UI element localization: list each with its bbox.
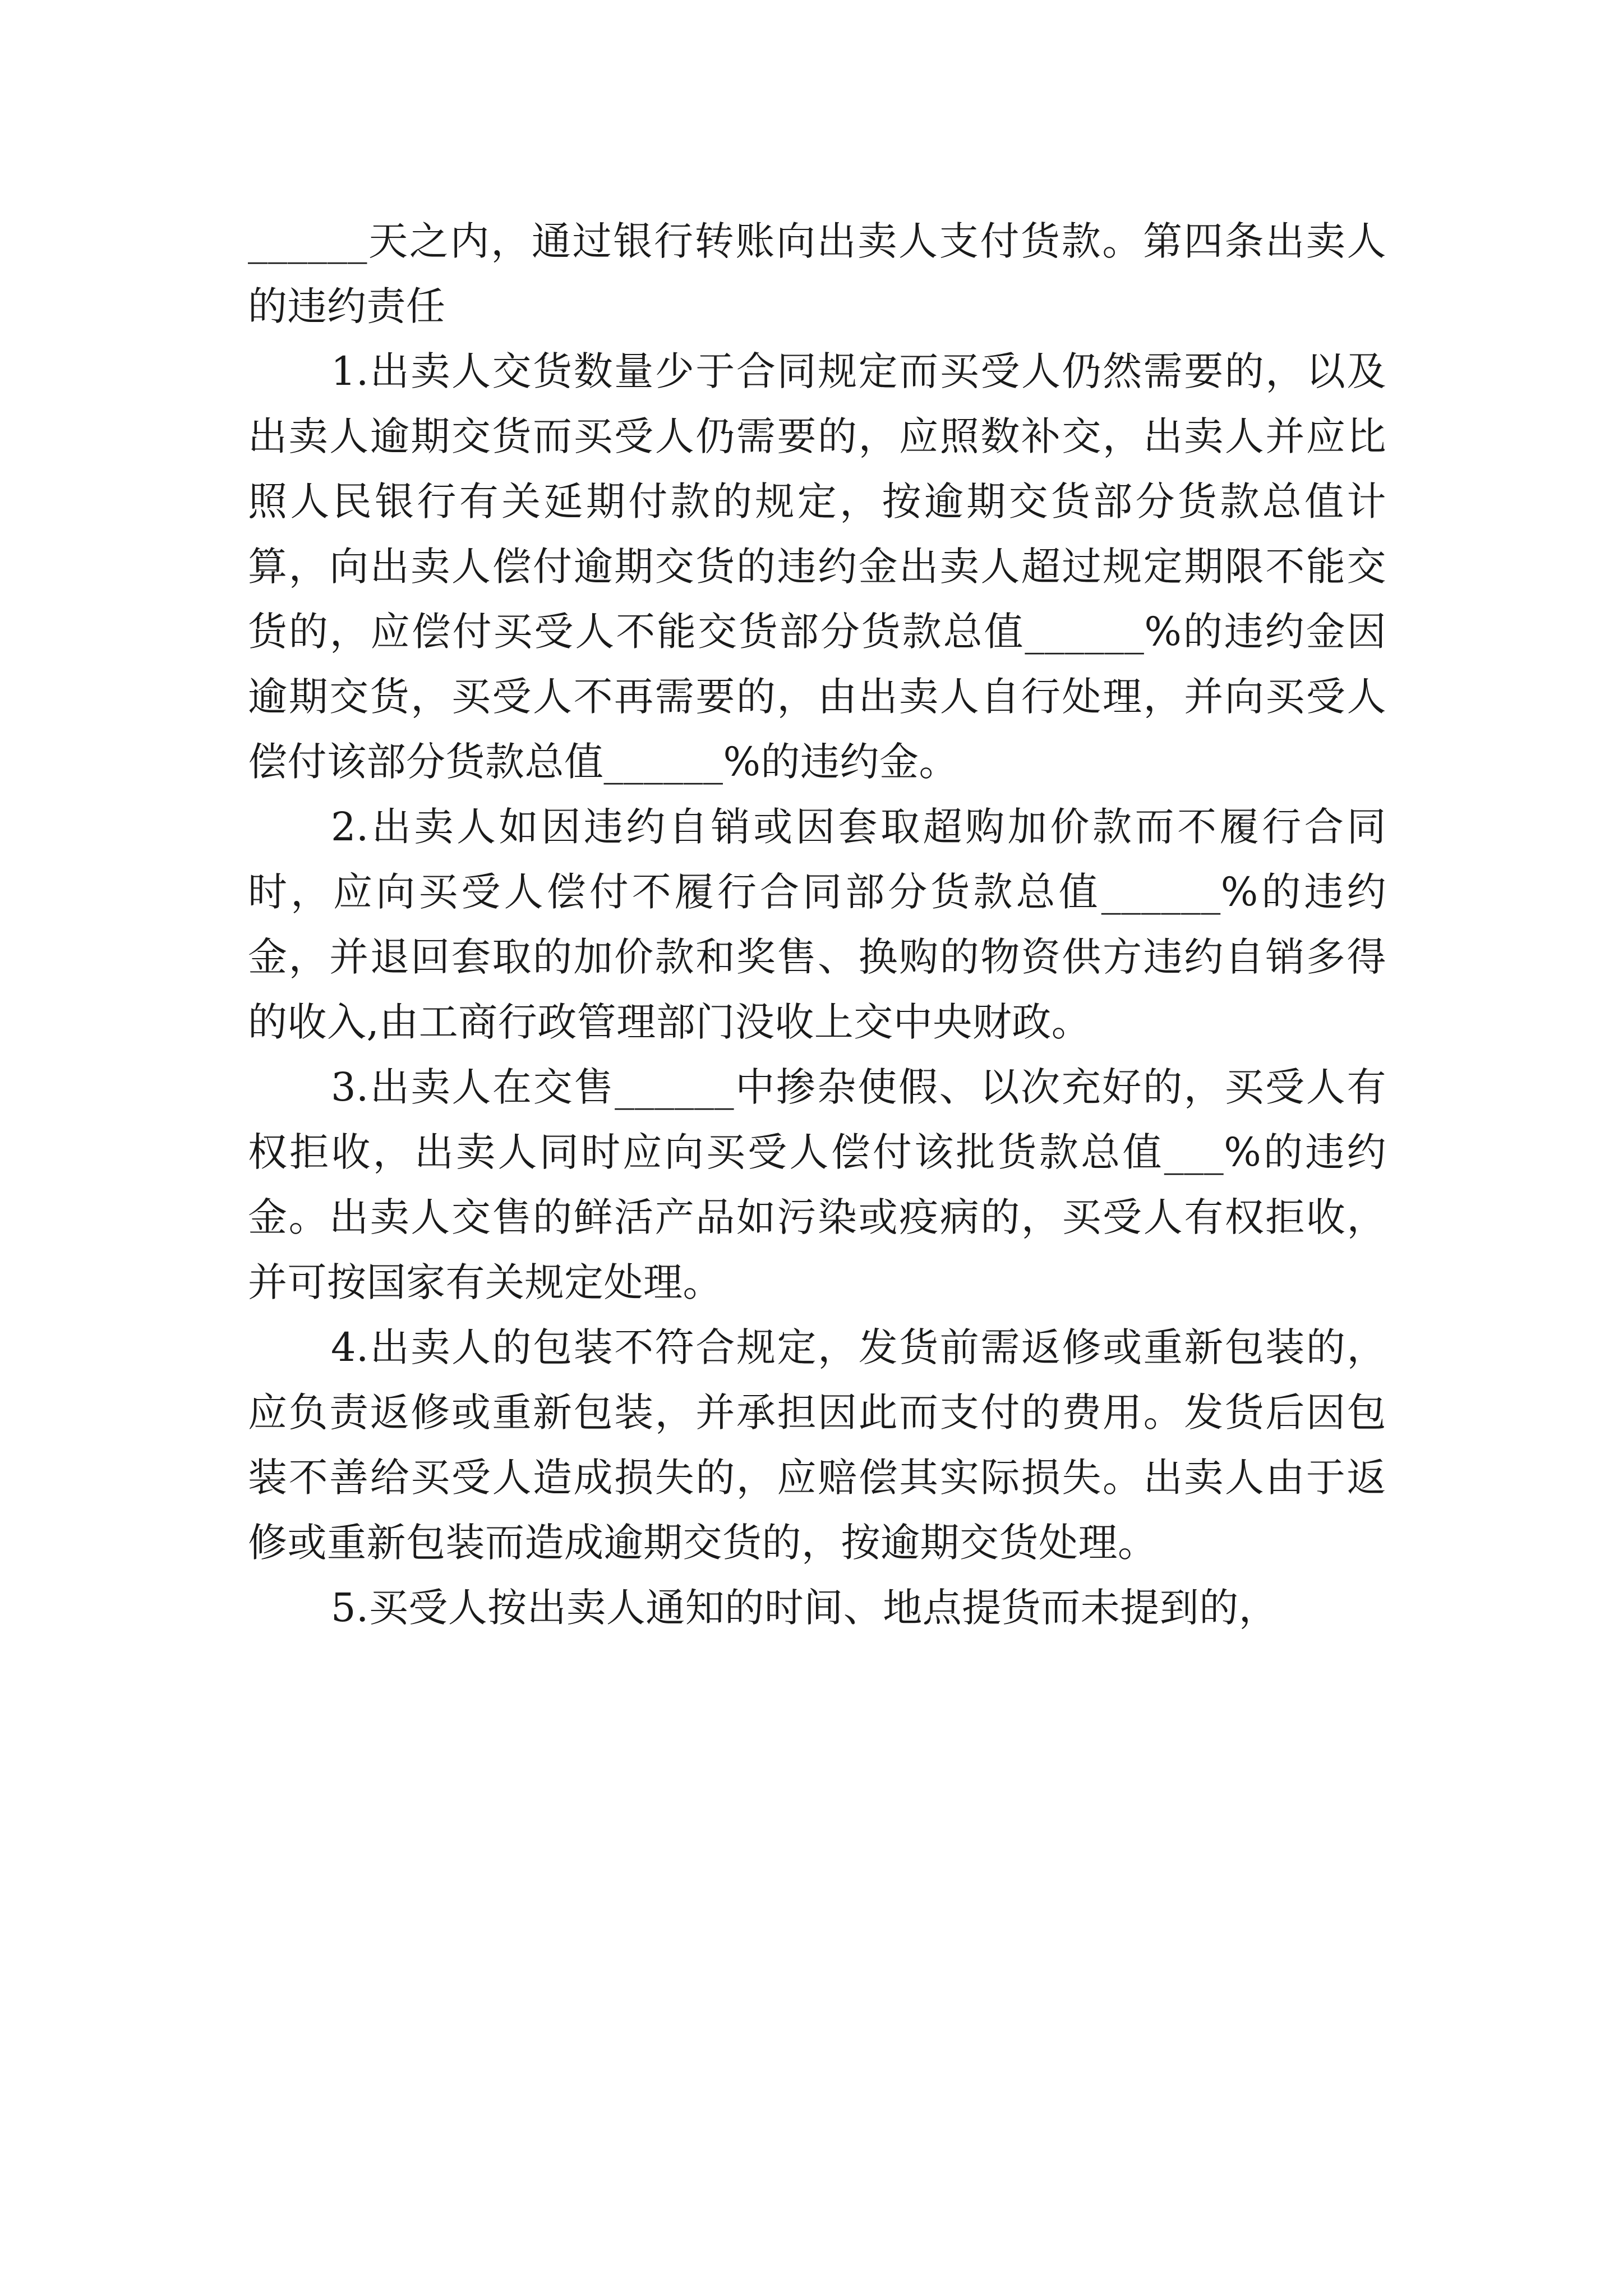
document-body <box>248 209 1386 1640</box>
paragraph-clause-1: 1.出卖人交货数量少于合同规定而买受人仍然需要的，以及出卖人逾期交货而买受人仍需要的，应照数补交，出卖人并应比照人民银行有关延期付款的规定，按逾期交货部分货款总值计算，向出卖人偿付逾期交货的违约金出卖人超过规定期限不能交货的，应偿付买受人不能交货部分货款总值______%的违约金因逾期交货，买受人不再需要的，由出卖人自行处理，并向买受人偿付该部分货款总值______%的违约金。 <box>248 348 1386 785</box>
paragraph-payment-terms: ______天之内，通过银行转账向出卖人支付货款。第四条出卖人的违约责任 <box>248 218 1386 329</box>
paragraph-clause-2: 2.出卖人如因违约自销或因套取超购加价款而不履行合同时，应向买受人偿付不履行合同部分货款总值______%的违约金，并退回套取的加价款和奖售、换购的物资供方违约自销多得的收入,由工商行政管理部门没收上交中央财政。 <box>248 804 1386 1045</box>
paragraph-clause-4: 4.出卖人的包装不符合规定，发货前需返修或重新包装的，应负责返修或重新包装，并承担因此而支付的费用。发货后因包装不善给买受人造成损失的，应赔偿其实际损失。出卖人由于返修或重新包装而造成逾期交货的，按逾期交货处理。 <box>248 1324 1386 1566</box>
paragraph-clause-5: 5.买受人按出卖人通知的时间、地点提货而未提到的， <box>331 1585 1279 1631</box>
paragraph-clause-3: 3.出卖人在交售______中掺杂使假、以次充好的，买受人有权拒收，出卖人同时应向买受人偿付该批货款总值___%的违约金。出卖人交售的鲜活产品如污染或疫病的，买受人有权拒收，并可按国家有关规定处理。 <box>248 1064 1386 1305</box>
